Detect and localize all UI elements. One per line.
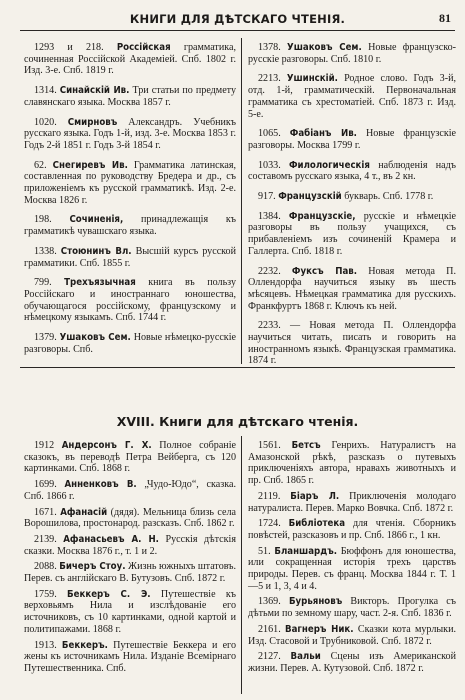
entry-author: Французскій <box>278 191 342 203</box>
catalog-entry <box>24 277 236 324</box>
entry-text: книга въ пользу Россійскаго и иностраннаго юношества, обучающагося россійскому, французскому и нѣмецкому языкамъ. Спб. 1744 г. <box>24 277 236 324</box>
entry-text: для чтенія. Сборникъ повѣстей, разсказовъ и пр. Спб. 1866 г., 1 кн. <box>248 518 456 541</box>
entry-author: Бланшардъ. <box>274 545 337 557</box>
entry-text: Три статьи по предмету славянскаго языка. Москва 1857 г. <box>24 85 236 108</box>
entry-number: 1033. <box>258 159 289 171</box>
entry-text: Сказки кота мурлыки. Изд. Стасовой и Трубниковой. Спб. 1872 г. <box>248 623 456 647</box>
entry-text: Генрихъ. Натуралистъ на Амазонской рѣкѣ, разсказъ о путевыхъ приключеніяхъ автора, нравахъ животныхъ и пр. Спб. 1865 г. <box>248 440 456 487</box>
entry-text: Полное собраніе сказокъ, въ переводѣ Петра Вейберга, съ 120 картинками. Спб. 1868 г. <box>24 440 236 475</box>
catalog-entry <box>24 332 236 355</box>
catalog-entry <box>24 440 236 475</box>
catalog-entry <box>248 160 456 183</box>
section-title: XVIII. Книги для дѣтскаго чтенія. <box>116 414 359 429</box>
entry-author: Бичеръ Стоу. <box>59 561 126 573</box>
catalog-entry <box>24 160 236 207</box>
bottom-left-column <box>24 440 236 679</box>
entry-text: Сцены изъ Американской жизни. Перев. А. Кутузовой. Спб. 1872 г. <box>248 651 456 674</box>
entry-text: Викторъ. Прогулка съ дѣтьми по земному шару, част. 2-я. Спб. 1836 г. <box>248 596 457 620</box>
entry-number: 1912 <box>34 440 62 451</box>
entry-author: Ушаковъ Сем. <box>59 332 131 344</box>
catalog-entry <box>248 211 456 258</box>
entry-text: (дядя). Мельница близь села Ворошилова, простонарод. разсказъ. Спб. 1862 г. <box>24 506 237 530</box>
entry-number: 1384. <box>258 210 289 222</box>
entry-number: 1293 и 218. <box>34 42 117 53</box>
entry-number: 1020. <box>34 116 68 128</box>
entry-author: Снегиревъ Ив. <box>52 159 128 171</box>
entry-number: 198. <box>34 214 70 226</box>
entry-author: Трехъязычная <box>64 277 136 289</box>
entry-number: 1378. <box>258 42 288 53</box>
entry-author: Филологическія <box>288 159 370 171</box>
entry-number: 1065. <box>258 128 290 140</box>
catalog-entry <box>248 191 456 203</box>
entry-text: „Чудо-Юдо“, сказка. Спб. 1866 г. <box>24 479 237 502</box>
entry-number: 1561. <box>258 440 292 451</box>
entry-number: 799. <box>34 277 65 289</box>
entry-text: Грамматика латинская, составленная по руководству Бредера и др., съ приложеніемъ къ русской грамматикѣ. Изд. 2-е. Москва 1826 г. <box>24 159 236 206</box>
catalog-entry <box>24 589 236 636</box>
catalog-entry <box>24 117 236 152</box>
catalog-entry <box>248 73 456 120</box>
entry-number: 2233. <box>258 320 290 332</box>
column-divider-bottom <box>241 436 242 694</box>
catalog-entry <box>248 266 456 313</box>
catalog-entry <box>24 561 236 584</box>
catalog-entry <box>24 42 236 77</box>
entry-text: Новые французско-русскіе разговоры. Спб. 1810 г. <box>248 42 456 65</box>
top-left-column <box>24 42 236 363</box>
page-header <box>20 12 455 28</box>
entry-text: — Новая метода П. Оллендорфа научиться читать, писать и говорить на иностранномъ языкѣ. Французская грамматика. 1874 г. <box>248 320 456 367</box>
catalog-entry <box>248 651 456 674</box>
entry-number: 1724. <box>258 518 289 530</box>
entry-author: Андерсонъ Г. Х. <box>61 440 152 451</box>
entry-author: Афанасій <box>60 506 108 518</box>
catalog-entry <box>248 596 456 619</box>
entry-author: Беккеръ С. Э. <box>67 588 151 600</box>
entry-text: Родное слово. Годъ 3-й, отд. 1-й, грамматическій. Первоначальная грамматика съ хрестоматіей. Спб. 1873 г. Изд. 5-е. <box>248 73 456 120</box>
entry-number: 1759. <box>34 588 68 600</box>
entry-text: принадлежащія къ грамматикѣ чувашскаго языка. <box>24 214 236 238</box>
entry-text: Новая метода П. Оллендорфа научиться языку въ шесть мѣсяцевъ. Нѣмецкая грамматика для русскихъ. Франкфуртъ 1868 г. Ключъ къ ней. <box>248 265 456 312</box>
entry-number: 2119. <box>258 490 291 502</box>
entry-author: Ушаковъ Сем. <box>287 42 362 53</box>
entry-text: Приключенія молодаго натуралиста. Перев. Марко Вовчка. Спб. 1872 г. <box>248 490 456 514</box>
entry-number: 2161. <box>258 623 285 635</box>
entry-text: Жизнь южныхъ штатовъ. Перев. съ англійскаго В. Бутузовъ. Спб. 1872 г. <box>24 561 236 585</box>
entry-author: Анненковъ В. <box>64 479 137 491</box>
entry-text: Русскія дѣтскія сказки. Москва 1876 г., т. 1 и 2. <box>24 533 236 557</box>
entry-number: 1913. <box>34 639 62 651</box>
entry-number: 1699. <box>34 479 65 491</box>
entry-author: Стоюнинъ Вл. <box>60 245 132 257</box>
entry-author: Бетсъ <box>291 440 321 451</box>
entry-text: наблюденія надъ составомъ русскаго языка, 4 т., въ 2 кн. <box>248 159 456 183</box>
catalog-entry <box>248 546 456 593</box>
entry-text: грамматика, сочиненная Россійской Академіей. Спб. 1802 г. Изд. 3-е. Спб. 1819 г. <box>24 42 236 77</box>
entry-author: Россійская <box>116 42 171 53</box>
entry-text: Бюффонъ для юношества, или сокращенная исторія трехъ царствъ природы. Перев. съ франц. Москва 1844 г. Т. 1—5 и 1, 3, 4 и 4. <box>248 545 457 592</box>
entry-number: 1369. <box>258 596 289 608</box>
entry-author: Біаръ Л. <box>290 490 340 502</box>
entry-number: 2088. <box>34 561 60 573</box>
top-right-column <box>248 42 456 375</box>
catalog-entry <box>24 507 236 530</box>
entry-number: 1338. <box>34 245 61 257</box>
entry-number: 2213. <box>258 73 287 85</box>
entry-number: 51. <box>258 545 275 557</box>
entry-number: 2139. <box>34 533 64 545</box>
entry-text: Высшій курсъ русской грамматики. Спб. 1855 г. <box>24 245 237 269</box>
catalog-entry <box>24 214 236 237</box>
entry-number: 1671. <box>34 506 61 518</box>
entry-text: букварь. Спб. 1778 г. <box>341 191 434 203</box>
section-rule <box>20 367 455 368</box>
catalog-entry <box>24 479 236 502</box>
entry-number: 1379. <box>34 332 60 344</box>
entry-text: Новые французскіе разговоры. Москва 1799 г. <box>248 128 457 151</box>
entry-author: Сочиненія, <box>69 214 124 226</box>
entry-text: русскіе и нѣмецкіе разговоры въ пользу учащихся, съ прибавленіемъ изъ сочиненій Крамера и Галлерта. Спб. 1818 г. <box>248 210 457 257</box>
entry-author: Ушинскій. <box>286 73 338 85</box>
entry-author: Французскіе, <box>288 210 356 222</box>
catalog-entry <box>248 320 456 367</box>
catalog-entry <box>24 534 236 557</box>
entry-text: Александръ. Учебникъ русскаго языка. Годъ 1-й, изд. 3-е. Москва 1853 г. Годъ 2-й 1851 г. Годъ 3-й 1854 г. <box>24 116 237 151</box>
catalog-entry <box>248 42 456 65</box>
entry-author: Фуксъ Пав. <box>291 265 358 277</box>
catalog-entry <box>248 128 456 151</box>
entry-author: Беккеръ. <box>61 639 108 651</box>
bottom-right-column <box>248 440 456 679</box>
entry-author: Синайскій Ив. <box>59 85 130 97</box>
entry-text: Путешествіе Беккера и его жены къ источникамъ Нила. Изданіе Всемірнаго Путешественника. Спб. <box>24 639 236 674</box>
entry-number: 1314. <box>34 85 60 97</box>
entry-author: Вальи <box>290 651 321 663</box>
entry-author: Афанасьевъ А. Н. <box>63 533 159 545</box>
catalog-entry <box>24 640 236 675</box>
running-title: КНИГИ ДЛЯ ДѢТСКАГО ЧТЕНІЯ. <box>129 12 346 26</box>
entry-number: 2127. <box>258 651 291 663</box>
catalog-entry <box>248 624 456 647</box>
page-number: 81 <box>439 11 451 25</box>
entry-number: 917. <box>258 191 279 203</box>
entry-author: Бурьяновъ <box>288 596 343 608</box>
catalog-entry <box>248 518 456 541</box>
entry-author: Фабіанъ Ив. <box>289 128 357 140</box>
entry-author: Вагнеръ Ник. <box>285 623 354 635</box>
catalog-entry <box>24 246 236 269</box>
entry-author: Библіотека <box>288 518 346 530</box>
header-rule <box>20 30 455 31</box>
entry-number: 62. <box>34 159 53 171</box>
catalog-entry <box>248 440 456 487</box>
entry-number: 2232. <box>258 265 292 277</box>
catalog-entry <box>248 491 456 514</box>
catalog-entry <box>24 85 236 108</box>
entry-text: Новые нѣмецко-русскіе разговоры. Спб. <box>24 332 236 355</box>
column-divider-top <box>241 38 242 364</box>
entry-author: Смирновъ <box>67 116 118 128</box>
entry-text: Путешествіе къ верховьямъ Нила и изслѣдованіе его источниковъ, съ 10 картинками, одной картой и политипажами. 1868 г. <box>24 588 237 635</box>
